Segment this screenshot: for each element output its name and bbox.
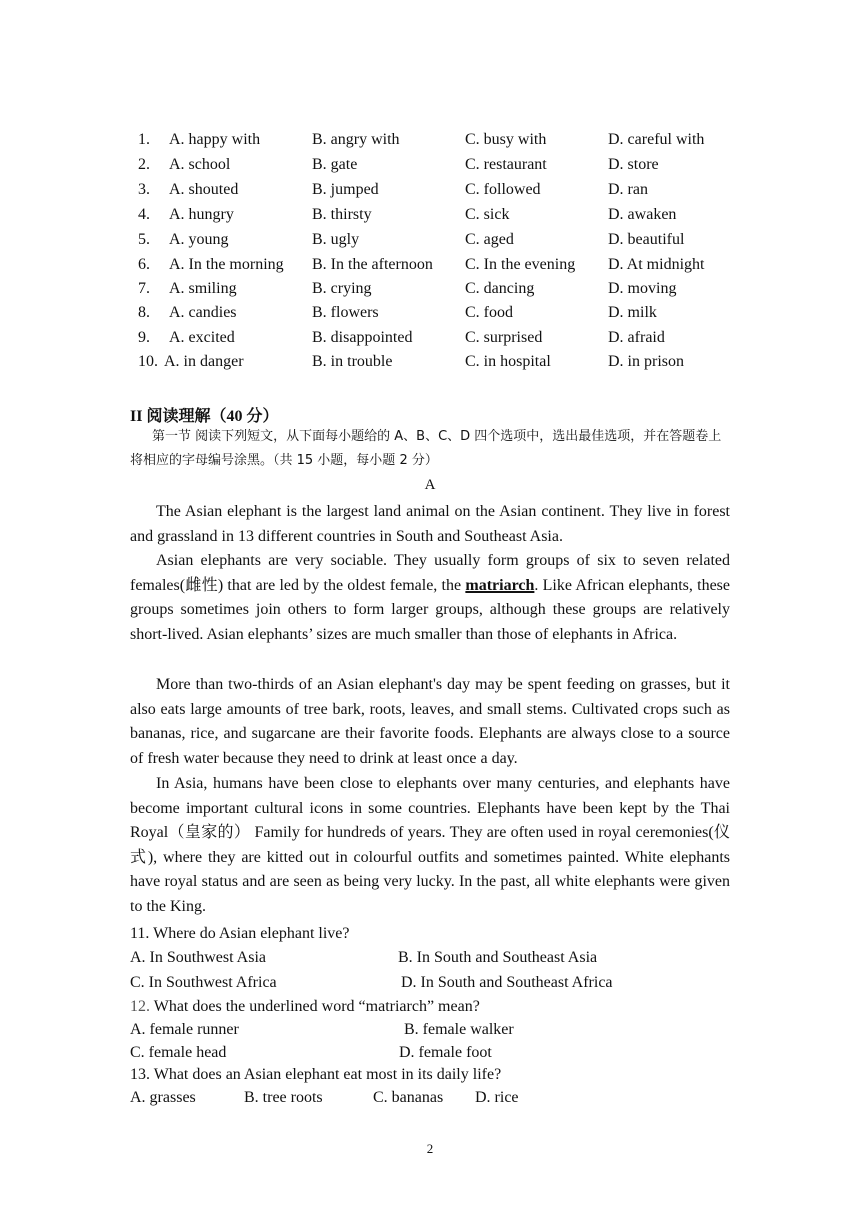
option-c: C. busy with	[465, 131, 547, 148]
option-a: A. shouted	[169, 181, 239, 198]
question-number: 2.	[138, 156, 150, 173]
option-row	[0, 277, 860, 301]
option-d: D. careful with	[608, 131, 705, 148]
question-12-number: 12.	[130, 998, 150, 1015]
q12-option-d: D. female foot	[399, 1044, 492, 1061]
passage-label: A	[424, 477, 436, 493]
question-12-text: What does the underlined word “matriarch” mean?	[150, 998, 480, 1015]
passage-paragraph-2	[130, 549, 730, 647]
q13-option-a: A. grasses	[130, 1089, 196, 1106]
option-c: C. in hospital	[465, 353, 551, 370]
question-number: 1.	[138, 131, 150, 148]
option-b: B. in trouble	[312, 353, 393, 370]
option-d: D. awaken	[608, 206, 677, 223]
question-number: 5.	[138, 231, 150, 248]
paragraph-text: . Like African elephants, these groups sometimes join others to form larger groups, although these groups are relatively short-lived. Asian elephants’ sizes are much smaller than those of elephants in Africa.	[130, 576, 730, 643]
option-b: B. crying	[312, 280, 372, 297]
question-number: 3.	[138, 181, 150, 198]
q13-option-b: B. tree roots	[244, 1089, 323, 1106]
q12-option-c: C. female head	[130, 1044, 227, 1061]
question-number: 10.	[138, 353, 158, 370]
q11-option-d: D. In South and Southeast Africa	[401, 974, 613, 991]
option-b: B. flowers	[312, 304, 379, 321]
option-c: C. followed	[465, 181, 541, 198]
section-title: II 阅读理解（40 分）	[130, 408, 279, 425]
option-d: D. in prison	[608, 353, 684, 370]
option-d: D. ran	[608, 181, 648, 198]
question-11: 11. Where do Asian elephant live?	[130, 925, 350, 942]
option-a: A. young	[169, 231, 229, 248]
q12-option-a: A. female runner	[130, 1021, 239, 1038]
question-number: 6.	[138, 256, 150, 273]
option-a: A. smiling	[169, 280, 237, 297]
question-number: 8.	[138, 304, 150, 321]
option-d: D. moving	[608, 280, 677, 297]
option-d: D. afraid	[608, 329, 665, 346]
option-row	[0, 178, 860, 202]
passage-paragraph-4: In Asia, humans have been close to elephants over many centuries, and elephants have become important cultural icons in some countries. Elephants have been kept by the Thai Royal（皇家的） Family for hundreds of years. They are often used in royal ceremonies(仪式), where they are kitted out in colourful outfits and sometimes painted. White elephants have royal status and are seen as being very lucky. In the past, all white elephants were given to the King.	[130, 775, 731, 915]
q13-option-d: D. rice	[475, 1089, 519, 1106]
option-b: B. disappointed	[312, 329, 413, 346]
section-instruction: 第一节 阅读下列短文，从下面每小题给的 A、B、C、D 四个选项中，选出最佳选项，并在答题卷上将相应的字母编号涂黑。（共 15 小题，每小题 2 分）	[130, 429, 722, 468]
q11-option-b: B. In South and Southeast Asia	[398, 949, 598, 966]
option-d: D. store	[608, 156, 659, 173]
option-a: A. excited	[169, 329, 235, 346]
option-a: A. happy with	[169, 131, 261, 148]
question-13: 13. What does an Asian elephant eat most in its daily life?	[130, 1066, 502, 1083]
option-a: A. school	[169, 156, 231, 173]
option-b: B. In the afternoon	[312, 256, 433, 273]
option-c: C. aged	[465, 231, 514, 248]
option-c: C. sick	[465, 206, 510, 223]
underlined-word: matriarch	[465, 576, 535, 594]
option-a: A. candies	[169, 304, 237, 321]
option-d: D. At midnight	[608, 256, 705, 273]
question-number: 9.	[138, 329, 150, 346]
option-a: A. in danger	[164, 353, 244, 370]
option-b: B. gate	[312, 156, 358, 173]
passage-paragraph-3: More than two-thirds of an Asian elephant's day may be spent feeding on grasses, but it also eats large amounts of tree bark, roots, leaves, and small stems. Cultivated crops such as bananas, rice, and sugarcane are their favorite foods. Elephants are always close to a source of fresh water because they need to drink at least once a day.	[130, 676, 730, 767]
option-b: B. ugly	[312, 231, 360, 248]
option-row	[0, 203, 860, 227]
option-a: A. hungry	[169, 206, 234, 223]
passage-paragraph-1: The Asian elephant is the largest land animal on the Asian continent. They live in forest and grassland in 13 different countries in South and Southeast Asia.	[130, 503, 730, 545]
paragraph-text: Asian elephants are very sociable. They usually form groups of six to seven related females(雌性) that are led by the oldest female, the	[130, 552, 730, 594]
option-row	[0, 326, 860, 350]
option-d: D. milk	[608, 304, 657, 321]
option-c: C. In the evening	[465, 256, 576, 273]
q13-option-c: C. bananas	[373, 1089, 444, 1106]
option-row	[0, 301, 860, 325]
option-a: A. In the morning	[169, 256, 284, 273]
question-number: 7.	[138, 280, 150, 297]
option-c: C. surprised	[465, 329, 543, 346]
option-c: C. food	[465, 304, 513, 321]
option-b: B. jumped	[312, 181, 379, 198]
option-row	[0, 228, 860, 252]
q11-option-c: C. In Southwest Africa	[130, 974, 277, 991]
option-row	[0, 253, 860, 277]
option-row	[0, 128, 860, 152]
q11-option-a: A. In Southwest Asia	[130, 949, 266, 966]
question-12	[130, 995, 480, 1018]
option-row	[0, 350, 860, 374]
q12-option-b: B. female walker	[404, 1021, 514, 1038]
option-b: B. thirsty	[312, 206, 372, 223]
option-c: C. restaurant	[465, 156, 547, 173]
option-d: D. beautiful	[608, 231, 685, 248]
option-c: C. dancing	[465, 280, 535, 297]
option-row	[0, 153, 860, 177]
page-number: 2	[426, 1141, 434, 1156]
option-b: B. angry with	[312, 131, 400, 148]
question-number: 4.	[138, 206, 150, 223]
